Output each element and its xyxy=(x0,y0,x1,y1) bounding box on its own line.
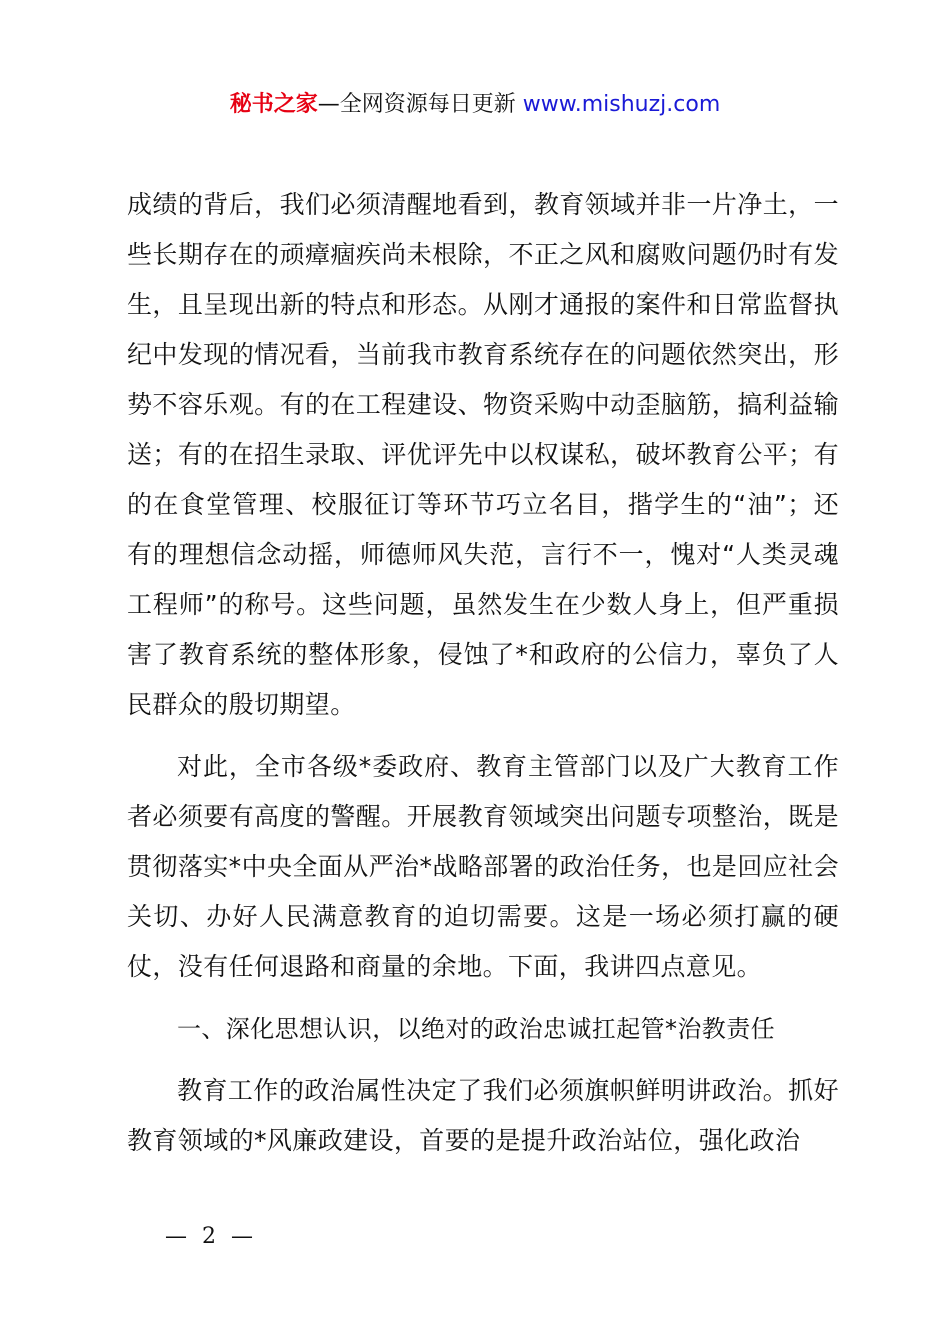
paragraph: 对此，全市各级*委政府、教育主管部门以及广大教育工作者必须要有高度的警醒。开展教育领域突出问题专项整治，既是贯彻落实*中央全面从严治*战略部署的政治任务，也是回应社会关切、办好人民满意教育的迫切需要。这是一场必须打赢的硬仗，没有任何退路和商量的余地。下面，我讲四点意见。 xyxy=(127,752,839,981)
paragraph-continuation: 成绩的背后，我们必须清醒地看到，教育领域并非一片净土，一些长期存在的顽瘴痼疾尚未根除，不正之风和腐败问题仍时有发生，且呈现出新的特点和形态。从刚才通报的案件和日常监督执纪中发现的情况看，当前我市教育系统存在的问题依然突出，形势不容乐观。有的在工程建设、物资采购中动歪脑筋，搞利益输送；有的在招生录取、评优评先中以权谋私，破坏教育公平；有的在食堂管理、校服征订等环节巧立名目，揩学生的“油”；还有的理想信念动摇，师德师风失范，言行不一，愧对“人类灵魂工程师”的称号。这些问题，虽然发生在少数人身上，但严重损害了教育系统的整体形象，侵蚀了*和政府的公信力，辜负了人民群众的殷切期望。 xyxy=(127,190,839,719)
page-number: — 2 — xyxy=(165,1224,257,1249)
paragraph: 教育工作的政治属性决定了我们必须旗帜鲜明讲政治。抓好教育领域的*风廉政建设，首要的是提升政治站位，强化政治 xyxy=(127,1076,839,1155)
site-url-link[interactable]: www.mishuzj.com xyxy=(522,92,721,117)
site-tagline: —全网资源每日更新 xyxy=(317,92,523,117)
document-body xyxy=(127,180,839,1166)
section-heading: 一、深化思想认识，以绝对的政治忠诚扛起管*治教责任 xyxy=(177,1015,775,1043)
site-header xyxy=(0,88,950,122)
site-brand: 秘书之家 xyxy=(229,92,318,117)
